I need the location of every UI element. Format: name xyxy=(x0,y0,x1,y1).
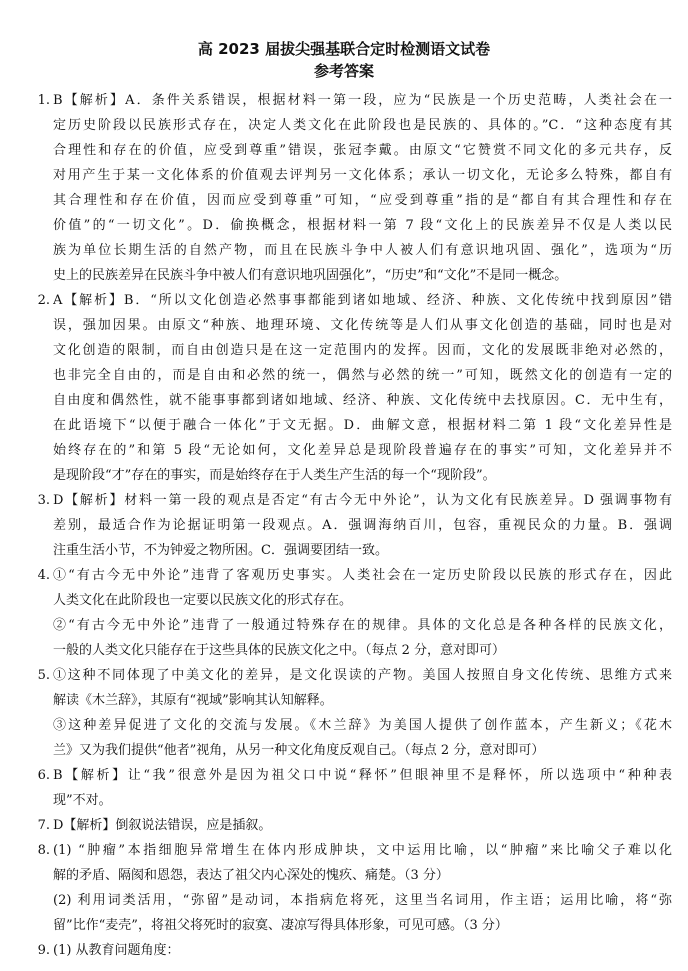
answer-number: 5. xyxy=(37,668,50,683)
answer-text-line: 自由度和偶然性，就不能事事都到诸如地域、经济、种族、文化传统中去找原因。C．无中生有， xyxy=(53,393,672,408)
answer-text-line: ①“有古今无中外论”违背了客观历史事实。人类社会在一定历史阶段以民族的形式存在，因此 xyxy=(53,568,672,583)
answer-item xyxy=(14,938,672,963)
answer-number: 1. xyxy=(37,93,50,108)
answer-text-line: (1) 从教育问题角度： xyxy=(53,943,180,958)
answer-text-line: 解的矛盾、隔阂和恩怨，表达了祖父内心深处的愧疚、痛楚。（3 分） xyxy=(53,868,449,883)
answer-text-line: 解读《木兰辞》，其原有“视域”影响其认知解释。 xyxy=(53,693,333,708)
answer-text-line: D【解析】材料一第一段的观点是否定“有古今无中外论”，认为文化有民族差异。D 强调事物有 xyxy=(53,493,672,508)
answer-text-line: 对用产生于某一文化体系的价值观去评判另一文化体系；承认一切文化，无论多么特殊，都自有 xyxy=(53,168,672,183)
answer-number: 2. xyxy=(37,293,50,308)
answer-text-line: 一般的人类文化只能存在于这些具体的民族文化之中。（每点 2 分，意对即可） xyxy=(53,643,506,658)
answer-text-line: 是现阶段“才”存在的事实，而是始终存在于人类生产生活的每一个“现阶段”。 xyxy=(53,468,496,483)
answer-text-line: 兰》又为我们提供“他者”视角，从另一种文化角度反观自己。（每点 2 分，意对即可） xyxy=(53,743,545,758)
answer-text-line: ③这种差异促进了文化的交流与发展。《木兰辞》为美国人提供了创作蓝本，产生新义；《花木 xyxy=(53,718,672,733)
answer-text-line: 文化创造的限制，而自由创造只是在这一定范围内的发挥。因而，文化的发展既非绝对必然的， xyxy=(53,343,672,358)
answer-item xyxy=(14,763,672,813)
answer-list xyxy=(14,88,672,963)
answer-text-line: (1) “肿瘤”本指细胞异常增生在体内形成肿块，文中运用比喻，以“肿瘤”来比喻父子难以化 xyxy=(53,843,672,858)
answer-item xyxy=(14,563,672,663)
answer-text-line: 始终存在的”和第 5 段“无论如何，文化差异总是现阶段普遍存在的事实”可知，文化差异并不 xyxy=(53,443,672,458)
answer-number: 6. xyxy=(37,768,50,783)
answer-text-line: A【解析】B．“所以文化创造必然事事都能到诸如地域、经济、种族、文化传统中找到原因”错 xyxy=(53,293,672,308)
answer-text-line: 其合理性和存在价值，因而应受到尊重”可知，“应受到尊重”指的是“都自有其合理性和存在 xyxy=(53,193,672,208)
answer-text-line: (2) 利用词类活用，“弥留”是动词，本指病危将死，这里当名词用，作主语；运用比喻，将“弥 xyxy=(53,893,672,908)
answer-text-line: 注重生活小节，不为钟爱之物所困。C．强调要团结一致。 xyxy=(53,543,388,558)
answer-text-line: 留”比作“麦壳”，将祖父将死时的寂寞、凄凉写得具体形象，可见可感。（3 分） xyxy=(53,918,508,933)
answer-number: 9. xyxy=(37,943,50,958)
answer-text-line: 误，强加因果。由原文“种族、地理环境、文化传统等是人们从事文化创造的基础，同时也是对 xyxy=(53,318,672,333)
answer-item xyxy=(14,838,672,938)
answer-text-line: 也非完全自由的，而是自由和必然的统一，偶然与必然的统一”可知，既然文化的创造有一定的 xyxy=(53,368,672,383)
answer-text-line: 定历史阶段以民族形式存在，决定人类文化在此阶段也是民族的、具体的。”C．“这种态度有其 xyxy=(53,118,672,133)
answer-text-line: B【解析】让“我”很意外是因为祖父口中说“释怀”但眼神里不是释怀，所以选项中“种种表 xyxy=(53,768,672,783)
answer-text-line: D【解析】倒叙说法错误，应是插叙。 xyxy=(53,818,272,833)
answer-number: 8. xyxy=(37,843,50,858)
answer-text-line: 族为单位长期生活的自然产物，而且在民族斗争中人被人们有意识地巩固、强化”，选项为“历 xyxy=(53,243,672,258)
answer-number: 4. xyxy=(37,568,50,583)
answer-item xyxy=(14,663,672,763)
answer-text-line: 差别，最适合作为论据证明第一段观点。A．强调海纳百川，包容，重视民众的力量。B．强调 xyxy=(53,518,672,533)
answer-text-line: 人类文化在此阶段也一定要以民族文化的形式存在。 xyxy=(53,593,353,608)
document-subtitle: 参考答案 xyxy=(313,62,374,80)
answer-text-line: 史上的民族差异在民族斗争中被人们有意识地巩固强化”，“历史”和“文化”不是同一概念。 xyxy=(53,268,568,283)
answer-text-line: ①这种不同体现了中美文化的差异，是文化误读的产物。美国人按照自身文化传统、思维方式来 xyxy=(53,668,672,683)
answer-item xyxy=(14,88,672,288)
answer-item xyxy=(14,488,672,563)
answer-text-line: 价值”的“一切文化”。D．偷换概念，根据材料一第 7 段“文化上的民族差异不仅是人类以民 xyxy=(53,218,672,233)
answer-text-line: 现”不对。 xyxy=(53,793,112,808)
answer-item xyxy=(14,288,672,488)
answer-text-line: B【解析】A．条件关系错误，根据材料一第一段，应为“民族是一个历史范畴，人类社会在一 xyxy=(53,93,672,108)
answer-text-line: 合理性和存在的价值，应受到尊重”错误，张冠李戴。由原文“它赞赏不同文化的多元共存，反 xyxy=(53,143,672,158)
answer-item xyxy=(14,813,672,838)
answer-text-line: 在此语境下“以便于融合一体化”于文无据。D．曲解文意，根据材料二第 1 段“文化差异性是 xyxy=(53,418,672,433)
answer-number: 7. xyxy=(37,818,50,833)
document-title: 高 2023 届拔尖强基联合定时检测语文试卷 xyxy=(197,40,491,58)
answer-number: 3. xyxy=(37,493,50,508)
answer-text-line: ②“有古今无中外论”违背了一般通过特殊存在的规律。具体的文化总是各种各样的民族文化， xyxy=(53,618,672,633)
